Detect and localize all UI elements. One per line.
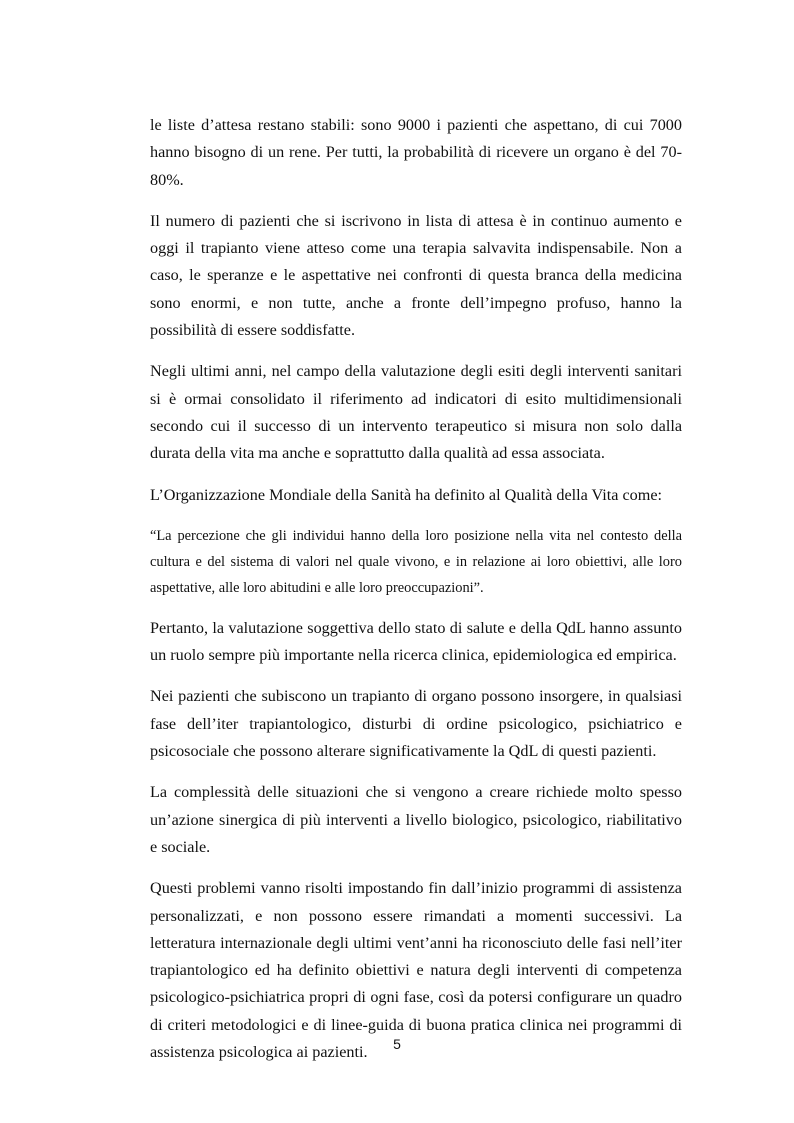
paragraph-waiting-lists: le liste d’attesa restano stabili: sono 9000 i pazienti che aspettano, di cui 7000 hanno bisogno di un rene. Per tutti, la probabilità di ricevere un organo è del 70-80%. — [150, 116, 682, 189]
paragraph-assistance-programs: Questi problemi vanno risolti impostando fin dall’inizio programmi di assistenza personalizzati, e non possono essere rimandati a momenti successivi. La letteratura internazionale degli ultimi vent’anni ha riconosciuto delle fasi nell’iter trapiantologico ed ha definito obiettivi e natura degli interventi di competenza psicologico-psichiatrica propri di ogni fase, così da potersi configurare un quadro di criteri metodologici e di linee-guida di buona pratica clinica nei programmi di assistenza psicologica ai pazienti. — [150, 879, 682, 1062]
paragraph-patient-numbers: Il numero di pazienti che si iscrivono in lista di attesa è in continuo aumento e oggi il trapianto viene atteso come una terapia salvavita indispensabile. Non a caso, le speranze e le aspettative nei confronti di questa branca della medicina sono enormi, e non tutte, anche a fronte dell’impegno profuso, hanno la possibilità di essere soddisfatte. — [150, 211, 682, 340]
page-number: 5 — [393, 1036, 401, 1052]
paragraph-who-definition-intro: L’Organizzazione Mondiale della Sanità ha definito al Qualità della Vita come: — [150, 485, 663, 504]
paragraph-outcome-evaluation: Negli ultimi anni, nel campo della valutazione degli esiti degli interventi sanitari si è ormai consolidato il riferimento ad indicatori di esito multidimensionali secondo cui il successo di un intervento terapeutico si misura non solo dalla durata della vita ma anche e soprattutto dalla qualità ad essa associata. — [150, 362, 682, 463]
who-quality-of-life-quote: “La percezione che gli individui hanno della loro posizione nella vita nel contesto della cultura e del sistema di valori nel quale vivono, e in relazione ai loro obiettivi, alle loro aspettative, alle loro abitudini e alle loro preoccupazioni”. — [150, 527, 682, 596]
paragraph-transplant-disturbances: Nei pazienti che subiscono un trapianto di organo possono insorgere, in qualsiasi fase dell’iter trapiantologico, disturbi di ordine psicologico, psichiatrico e psicosociale che possono alterare significativamente la QdL di questi pazienti. — [150, 687, 682, 761]
paragraph-subjective-evaluation: Pertanto, la valutazione soggettiva dello stato di salute e della QdL hanno assunto un ruolo sempre più importante nella ricerca clinica, epidemiologica ed empirica. — [150, 618, 682, 665]
paragraph-complexity: La complessità delle situazioni che si vengono a creare richiede molto spesso un’azione sinergica di più interventi a livello biologico, psicologico, riabilitativo e sociale. — [150, 783, 682, 856]
document-body — [150, 112, 682, 1080]
